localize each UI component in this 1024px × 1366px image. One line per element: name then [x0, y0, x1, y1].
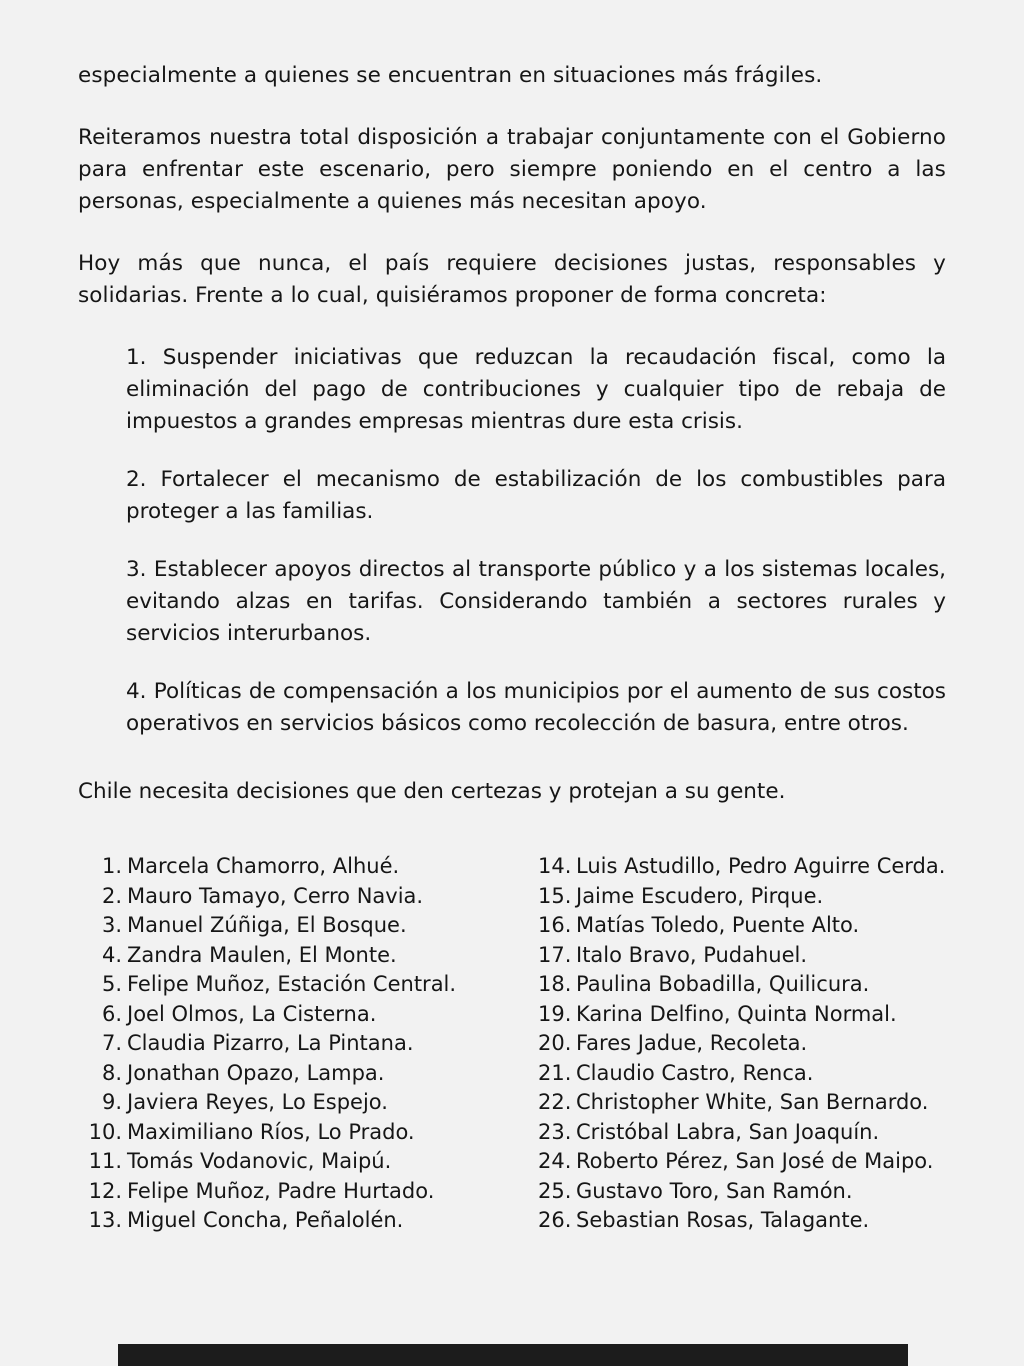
list-item: [538, 941, 946, 971]
signer-number: 5.: [101, 972, 122, 996]
signers-column-left: [78, 852, 512, 1236]
signer-name: Christopher White, San Bernardo.: [576, 1090, 929, 1114]
signer-name: Zandra Maulen, El Monte.: [127, 942, 397, 967]
signer-name: Fares Jadue, Recoleta.: [576, 1031, 808, 1055]
signer-number: 18.: [538, 972, 572, 996]
signer-name: Manuel Zúñiga, El Bosque.: [127, 913, 407, 937]
list-item: [538, 1118, 946, 1148]
signer-name: Felipe Muñoz, Estación Central.: [127, 972, 457, 996]
signer-number: 6.: [101, 1001, 122, 1026]
signer-name: Sebastian Rosas, Talagante.: [576, 1208, 870, 1232]
list-item: [88, 1147, 512, 1177]
list-item: [538, 1206, 946, 1236]
signer-name: Tomás Vodanovic, Maipú.: [127, 1149, 392, 1173]
proposal-item-2: 2. Fortalecer el mecanismo de estabilización de los combustibles para proteger a las familias.: [126, 467, 946, 524]
paragraph-intro: especialmente a quienes se encuentran en situaciones más frágiles.: [78, 63, 823, 88]
list-item: [88, 1177, 512, 1207]
list-item: [88, 911, 512, 941]
list-item: [88, 1206, 512, 1236]
list-item: [538, 1029, 946, 1059]
signer-number: 11.: [88, 1149, 122, 1173]
list-item: [88, 1118, 512, 1148]
signer-name: Miguel Concha, Peñalolén.: [127, 1208, 404, 1232]
signer-name: Jaime Escudero, Pirque.: [576, 883, 824, 908]
list-item: [88, 1088, 512, 1118]
signer-number: 1.: [101, 854, 122, 878]
list-item: [538, 1000, 946, 1030]
signer-number: 7.: [101, 1031, 122, 1055]
footer-bar: [118, 1344, 908, 1366]
signer-name: Javiera Reyes, Lo Espejo.: [127, 1090, 388, 1114]
signer-name: Claudia Pizarro, La Pintana.: [127, 1031, 414, 1055]
signers-column-right: [512, 852, 946, 1236]
signer-number: 21.: [538, 1060, 572, 1085]
signer-name: Luis Astudillo, Pedro Aguirre Cerda.: [576, 854, 946, 878]
closing-statement: Chile necesita decisiones que den certezas y protejan a su gente.: [78, 779, 786, 804]
proposal-item-4: 4. Políticas de compensación a los municipios por el aumento de sus costos operativos en servicios básicos como recolección de basura, entre otros.: [126, 679, 946, 736]
list-item: [538, 911, 946, 941]
signer-name: Italo Bravo, Pudahuel.: [576, 942, 808, 967]
paragraph-decisiones: Hoy más que nunca, el país requiere decisiones justas, responsables y solidarias. Frente a lo cual, quisiéramos proponer de forma concreta:: [78, 251, 946, 308]
signer-name: Cristóbal Labra, San Joaquín.: [576, 1119, 880, 1144]
list-item: [538, 882, 946, 912]
list-item: [538, 852, 946, 882]
list-item: [88, 882, 512, 912]
signer-name: Matías Toledo, Puente Alto.: [576, 913, 860, 937]
signer-number: 8.: [101, 1060, 122, 1085]
signer-name: Marcela Chamorro, Alhué.: [127, 854, 400, 878]
signer-name: Claudio Castro, Renca.: [576, 1060, 814, 1085]
signer-number: 24.: [538, 1149, 572, 1173]
list-item: [538, 1059, 946, 1089]
signer-number: 2.: [101, 883, 122, 908]
list-item: [88, 970, 512, 1000]
list-item: [88, 852, 512, 882]
list-item: [538, 1088, 946, 1118]
proposal-item-3: 3. Establecer apoyos directos al transporte público y a los sistemas locales, evitando alzas en tarifas. Considerando también a sectores rurales y servicios interurbanos.: [126, 557, 946, 646]
signer-number: 16.: [538, 913, 572, 937]
signer-number: 3.: [101, 913, 122, 937]
list-item: [88, 1059, 512, 1089]
signer-name: Karina Delfino, Quinta Normal.: [576, 1001, 897, 1026]
list-item: [88, 1000, 512, 1030]
list-item: [88, 941, 512, 971]
signer-number: 14.: [538, 854, 572, 878]
signer-number: 19.: [538, 1001, 572, 1026]
list-item: [538, 970, 946, 1000]
signer-name: Gustavo Toro, San Ramón.: [576, 1178, 853, 1203]
list-item: [88, 1029, 512, 1059]
signer-name: Mauro Tamayo, Cerro Navia.: [127, 883, 424, 908]
signer-number: 15.: [538, 883, 572, 908]
signer-number: 25.: [538, 1178, 572, 1203]
paragraph-disposicion: Reiteramos nuestra total disposición a trabajar conjuntamente con el Gobierno para enfrentar este escenario, pero siempre poniendo en el centro a las personas, especialmente a quienes más necesitan apoyo.: [78, 125, 946, 214]
signer-name: Felipe Muñoz, Padre Hurtado.: [127, 1178, 435, 1203]
signer-number: 22.: [538, 1090, 572, 1114]
signer-number: 13.: [88, 1208, 122, 1232]
signers-list: [78, 852, 946, 1236]
signer-number: 9.: [101, 1090, 122, 1114]
signer-name: Jonathan Opazo, Lampa.: [127, 1060, 385, 1085]
signer-number: 20.: [538, 1031, 572, 1055]
signer-name: Maximiliano Ríos, Lo Prado.: [127, 1119, 415, 1144]
signer-number: 26.: [538, 1208, 572, 1232]
signer-number: 17.: [538, 942, 572, 967]
list-item: [538, 1177, 946, 1207]
signer-name: Joel Olmos, La Cisterna.: [127, 1001, 377, 1026]
signer-number: 12.: [88, 1178, 122, 1203]
list-item: [538, 1147, 946, 1177]
signer-number: 10.: [88, 1119, 122, 1144]
signer-name: Paulina Bobadilla, Quilicura.: [576, 972, 870, 996]
signer-name: Roberto Pérez, San José de Maipo.: [576, 1149, 934, 1173]
signer-number: 23.: [538, 1119, 572, 1144]
signer-number: 4.: [101, 942, 122, 967]
proposal-item-1: 1. Suspender iniciativas que reduzcan la recaudación fiscal, como la eliminación del pago de contribuciones y cualquier tipo de rebaja de impuestos a grandes empresas mientras dure esta crisis.: [126, 345, 946, 434]
